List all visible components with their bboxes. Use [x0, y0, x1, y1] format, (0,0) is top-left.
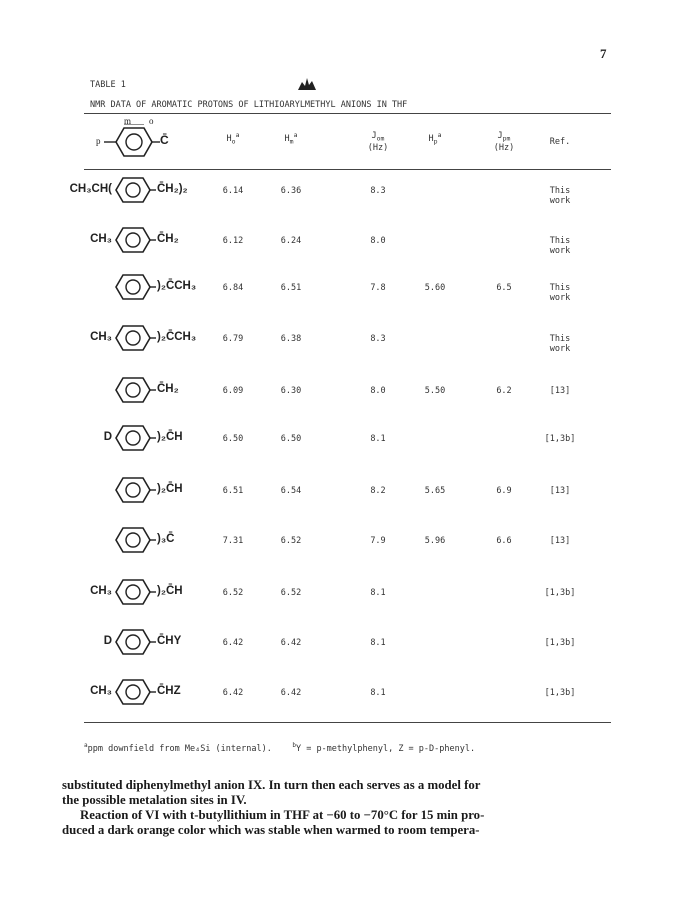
cell-jom: 8.1 [370, 588, 386, 598]
structure-formula [60, 324, 200, 352]
ref-line-2: work [549, 196, 571, 206]
cell-ho: 6.09 [222, 386, 244, 396]
cell-hm: 6.24 [280, 236, 302, 246]
cell-ho: 6.51 [222, 486, 244, 496]
cell-jom: 8.0 [370, 386, 386, 396]
structure-left-group: CH₃ [90, 331, 112, 343]
cell-jom: 8.3 [370, 186, 386, 196]
structure-formula [60, 424, 200, 452]
publisher-logo-icon [296, 76, 318, 92]
ref-line-2: work [549, 246, 571, 256]
structure-left-group: D [103, 431, 112, 443]
cell-hm: 6.42 [280, 688, 302, 698]
structure-formula [60, 526, 200, 554]
table-footnote: $^a$ppm downfield from Me₄Si (internal). $^b$Y = p-methylphenyl, Z = p-D-phenyl. [84, 742, 476, 754]
cell-hm: 6.38 [280, 334, 302, 344]
ref-line-1: This [549, 236, 571, 246]
cell-ho: 6.84 [222, 283, 244, 293]
structure-left-group: CH₃ [90, 233, 112, 245]
benzene-ring-icon [112, 678, 158, 706]
ref-line-1: [13] [549, 486, 571, 496]
structure-left-group: D [103, 635, 112, 647]
cell-jpm: 6.9 [496, 486, 512, 496]
ref-line-1: This [549, 186, 571, 196]
structure-right-group: )₃C̄ [157, 533, 175, 545]
ref-line-2: work [549, 293, 571, 303]
cell-hm: 6.51 [280, 283, 302, 293]
cell-ho: 6.50 [222, 434, 244, 444]
cell-ho: 6.79 [222, 334, 244, 344]
table-header-rule [84, 169, 611, 170]
structure-right-group: C̄H₂ [157, 233, 179, 245]
page-number: 7 [600, 46, 607, 61]
header-ref: Ref. [549, 137, 571, 147]
structure-right-group: C̄H₂)₂ [157, 183, 188, 195]
cell-ref [536, 486, 584, 496]
benzene-ring-icon [112, 226, 158, 254]
ref-line-1: [1,3b] [544, 588, 576, 598]
structure-left-group: CH₃ [90, 585, 112, 597]
meta-label: m [124, 116, 132, 126]
header-jom: $J_{om}$ (Hz) [367, 131, 389, 153]
cell-jom: 8.1 [370, 434, 386, 444]
header-structure [92, 116, 192, 162]
header-ho: $H_o^a$ [226, 131, 240, 146]
structure-left-group: CH₃CH( [69, 183, 112, 195]
structure-right-group: )₂C̄H [157, 483, 183, 495]
cell-hm: 6.42 [280, 638, 302, 648]
table-caption: NMR DATA OF AROMATIC PROTONS OF LITHIOARYLMETHYL ANIONS IN THF [90, 100, 408, 110]
structure-formula [60, 476, 200, 504]
structure-formula [60, 376, 200, 404]
structure-right-group: )₂C̄H [157, 585, 183, 597]
benzene-ring-icon [112, 176, 158, 204]
benzene-ring-icon [112, 526, 158, 554]
ref-line-1: This [549, 283, 571, 293]
cell-hp: 5.96 [424, 536, 446, 546]
cell-ho: 7.31 [222, 536, 244, 546]
header-jpm: $J_{pm}$ (Hz) [493, 131, 515, 153]
cell-jom: 8.2 [370, 486, 386, 496]
cell-jom: 8.3 [370, 334, 386, 344]
benzene-ring-icon [112, 628, 158, 656]
cell-hm: 6.50 [280, 434, 302, 444]
cell-ref [536, 638, 584, 648]
cell-jom: 7.8 [370, 283, 386, 293]
cell-jpm: 6.6 [496, 536, 512, 546]
ref-line-1: This [549, 334, 571, 344]
table-label: TABLE 1 [90, 80, 126, 90]
benzene-ring-icon [112, 476, 158, 504]
carbanion-label: C̄ [160, 133, 169, 147]
cell-jom: 8.0 [370, 236, 386, 246]
cell-hm: 6.52 [280, 588, 302, 598]
cell-jom: 8.1 [370, 638, 386, 648]
cell-jom: 8.1 [370, 688, 386, 698]
cell-ho: 6.12 [222, 236, 244, 246]
cell-hm: 6.30 [280, 386, 302, 396]
benzene-ring-icon [112, 273, 158, 301]
cell-hm: 6.52 [280, 536, 302, 546]
cell-ref [536, 536, 584, 546]
cell-hp: 5.65 [424, 486, 446, 496]
structure-formula [60, 578, 200, 606]
ref-line-1: [13] [549, 536, 571, 546]
ortho-label: o [149, 116, 154, 126]
ref-line-2: work [549, 344, 571, 354]
body-paragraph: substituted diphenylmethyl anion IX. In turn then each serves as a model for the possible metalation sites in IV. Reaction of VI with t-butyllithium in THF at −60 to −70°C for 15 min pro- duced a dark orange color which was stable when warmed to room tempera- [62, 778, 485, 837]
cell-ho: 6.52 [222, 588, 244, 598]
cell-ref [536, 386, 584, 396]
cell-ho: 6.42 [222, 688, 244, 698]
cell-ref [536, 283, 584, 303]
structure-left-group: CH₃ [90, 685, 112, 697]
structure-formula [60, 226, 200, 254]
structure-formula [60, 273, 200, 301]
structure-right-group: C̄HY [157, 635, 182, 647]
cell-ref [536, 588, 584, 598]
benzene-ring-icon [112, 424, 158, 452]
benzene-ring-icon [112, 324, 158, 352]
structure-formula [60, 176, 200, 204]
para-label: p [96, 136, 101, 146]
structure-formula [60, 628, 200, 656]
cell-ref [536, 688, 584, 698]
ref-line-1: [13] [549, 386, 571, 396]
ref-line-1: [1,3b] [544, 638, 576, 648]
cell-ref [536, 186, 584, 206]
cell-jom: 7.9 [370, 536, 386, 546]
table-bottom-rule [84, 722, 611, 723]
cell-jpm: 6.2 [496, 386, 512, 396]
header-hp: $H_p^a$ [428, 131, 442, 146]
structure-formula [60, 678, 200, 706]
cell-ho: 6.42 [222, 638, 244, 648]
cell-ho: 6.14 [222, 186, 244, 196]
header-hm: $H_m^a$ [284, 131, 298, 146]
benzene-ring-icon [112, 376, 158, 404]
structure-right-group: )₂C̄CH₃ [157, 331, 197, 343]
cell-ref [536, 236, 584, 256]
benzene-ring-icon [104, 124, 164, 160]
structure-right-group: C̄H₂ [157, 383, 179, 395]
cell-hp: 5.50 [424, 386, 446, 396]
structure-right-group: C̄HZ [157, 685, 181, 697]
cell-jpm: 6.5 [496, 283, 512, 293]
cell-hm: 6.54 [280, 486, 302, 496]
cell-ref [536, 334, 584, 354]
cell-hm: 6.36 [280, 186, 302, 196]
table-top-rule [84, 113, 611, 114]
structure-right-group: )₂C̄CH₃ [157, 280, 197, 292]
cell-ref [536, 434, 584, 444]
cell-hp: 5.60 [424, 283, 446, 293]
benzene-ring-icon [112, 578, 158, 606]
ref-line-1: [1,3b] [544, 434, 576, 444]
structure-right-group: )₂C̄H [157, 431, 183, 443]
ref-line-1: [1,3b] [544, 688, 576, 698]
